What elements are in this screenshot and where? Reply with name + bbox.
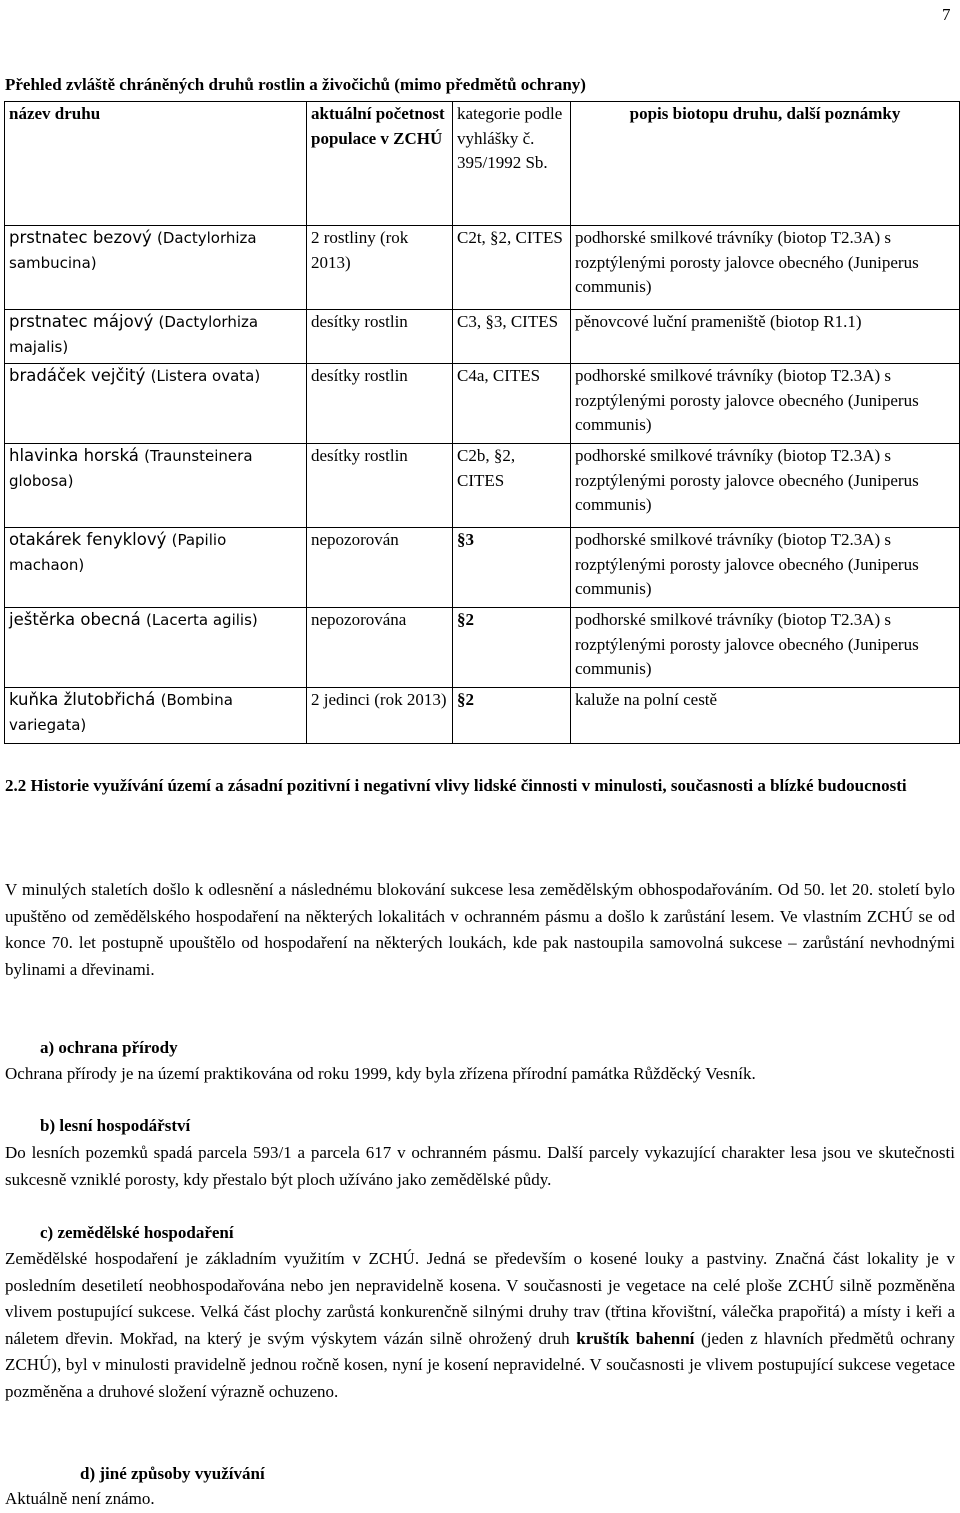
category-cell: C2b, §2, CITES xyxy=(453,444,571,528)
biotope-cell: podhorské smilkové trávníky (biotop T2.3A) s rozptýlenými porosty jalovce obecného (Juniperus communis) xyxy=(571,226,960,310)
header-biotope: popis biotopu druhu, další poznámky xyxy=(571,102,960,226)
species-latin: (Dactylorhiza majalis) xyxy=(9,313,259,356)
biotope-cell: podhorské smilkové trávníky (biotop T2.3A) s rozptýlenými porosty jalovce obecného (Juniperus communis) xyxy=(571,444,960,528)
table-row xyxy=(5,364,960,444)
table-row xyxy=(5,444,960,528)
table-row xyxy=(5,528,960,608)
category-cell: §2 xyxy=(453,688,571,744)
species-latin: (Dactylorhiza sambucina) xyxy=(9,229,257,272)
subheading-d: d) jiné způsoby využívání xyxy=(80,1464,265,1483)
species-name: kuňka žlutobřichá xyxy=(9,690,156,709)
biotope-cell: kaluže na polní cestě xyxy=(571,688,960,744)
subheading-c: c) zemědělské hospodaření xyxy=(40,1223,234,1242)
table-row xyxy=(5,226,960,310)
page-number: 7 xyxy=(942,5,951,24)
species-name-cell xyxy=(5,310,307,364)
header-name: název druhu xyxy=(5,102,307,226)
species-name: bradáček vejčitý xyxy=(9,366,146,385)
species-latin: (Listera ovata) xyxy=(150,367,261,385)
species-name: prstnatec bezový xyxy=(9,228,152,247)
biotope-cell: podhorské smilkové trávníky (biotop T2.3A) s rozptýlenými porosty jalovce obecného (Juniperus communis) xyxy=(571,608,960,688)
category-cell: C4a, CITES xyxy=(453,364,571,444)
species-name-cell xyxy=(5,364,307,444)
count-cell: nepozorován xyxy=(307,528,453,608)
category-cell: C2t, §2, CITES xyxy=(453,226,571,310)
species-table xyxy=(4,101,960,744)
table-header-row xyxy=(5,102,960,226)
table-row xyxy=(5,688,960,744)
species-latin: (Lacerta agilis) xyxy=(145,611,258,629)
paragraph-c xyxy=(5,1246,955,1405)
table-row xyxy=(5,608,960,688)
species-name-cell xyxy=(5,608,307,688)
table-row xyxy=(5,310,960,364)
species-name-cell xyxy=(5,226,307,310)
category-cell: §3 xyxy=(453,528,571,608)
subheading-a: a) ochrana přírody xyxy=(40,1038,178,1057)
intro-paragraph: V minulých staletích došlo k odlesnění a následnému blokování sukcese lesa zemědělským obhospodařováním. Od 50. let 20. století bylo upuštěno od zemědělského hospodaření na některých lokalitách v ochranném pásmu a došlo k zarůstání lesem. Ve vlastním ZCHÚ se od konce 70. let postupně upouštělo od hospodaření na některých loukách, kde pak nastoupila samovolná sukcese – zarůstání nevhodnými bylinami a dřevinami. xyxy=(5,880,955,979)
count-cell: 2 rostliny (rok 2013) xyxy=(307,226,453,310)
species-highlight: kruštík bahenní xyxy=(576,1328,695,1348)
count-cell: desítky rostlin xyxy=(307,444,453,528)
table-title: Přehled zvláště chráněných druhů rostlin a živočichů (mimo předmětů ochrany) xyxy=(5,75,586,94)
species-name: prstnatec májový xyxy=(9,312,154,331)
species-latin: (Papilio machaon) xyxy=(9,531,227,574)
category-cell: §2 xyxy=(453,608,571,688)
species-name-cell xyxy=(5,444,307,528)
species-name: hlavinka horská xyxy=(9,446,139,465)
species-name: otakárek fenyklový xyxy=(9,530,167,549)
count-cell: nepozorována xyxy=(307,608,453,688)
paragraph-d: Aktuálně není známo. xyxy=(5,1489,155,1508)
biotope-cell: pěnovcové luční prameniště (biotop R1.1) xyxy=(571,310,960,364)
header-count: aktuální početnost populace v ZCHÚ xyxy=(307,102,453,226)
count-cell: desítky rostlin xyxy=(307,310,453,364)
species-name-cell xyxy=(5,688,307,744)
subheading-b: b) lesní hospodářství xyxy=(40,1116,191,1135)
biotope-cell: podhorské smilkové trávníky (biotop T2.3A) s rozptýlenými porosty jalovce obecného (Juniperus communis) xyxy=(571,528,960,608)
species-name-cell xyxy=(5,528,307,608)
species-latin: (Traunsteinera globosa) xyxy=(9,447,253,490)
paragraph-c-part2: (jeden z hlavních předmětů ochrany ZCHÚ), byl v minulosti pravidelně jednou ročně kosen, nyní je kosení nepravidelné. V současnosti je vlivem postupující sukcese vegetace pozměněna a druhové složení výrazně ochuzeno. xyxy=(5,1328,956,1401)
species-name: ještěrka obecná xyxy=(9,610,141,629)
paragraph-b: Do lesních pozemků spadá parcela 593/1 a parcela 617 v ochranném pásmu. Další parcely vykazující charakter lesa jsou ve skutečnosti sukcesně vzniklé porosty, kdy přestalo být ploch užíváno jako zemědělské půdy. xyxy=(5,1143,955,1189)
count-cell: desítky rostlin xyxy=(307,364,453,444)
category-cell: C3, §3, CITES xyxy=(453,310,571,364)
header-category: kategorie podle vyhlášky č. 395/1992 Sb. xyxy=(453,102,571,226)
count-cell: 2 jedinci (rok 2013) xyxy=(307,688,453,744)
paragraph-a: Ochrana přírody je na území praktikována od roku 1999, kdy byla zřízena přírodní památka Růžděcký Vesník. xyxy=(5,1064,756,1083)
section-heading: 2.2 Historie využívání území a zásadní pozitivní i negativní vlivy lidské činnosti v minulosti, současnosti a blízké budoucnosti xyxy=(5,776,907,795)
biotope-cell: podhorské smilkové trávníky (biotop T2.3A) s rozptýlenými porosty jalovce obecného (Juniperus communis) xyxy=(571,364,960,444)
species-latin: (Bombina variegata) xyxy=(9,691,233,734)
paragraph-c-part1: Zemědělské hospodaření je základním využitím v ZCHÚ. Jedná se především o kosené louky a pastviny. Značná část lokality je v posledním desetiletí neobhospodařována nebo jen nepravidelně kosena. V současnosti je vegetace na celé ploše ZCHÚ silně pozměněna vlivem postupující sukcese. Velká část plochy zarůstá konkurenčně silnými druhy trav (třtina křovištní, válečka prapořitá) a místy i keři a náletem dřevin. Mokřad, na který je svým výskytem vázán silně ohrožený druh xyxy=(5,1249,955,1348)
